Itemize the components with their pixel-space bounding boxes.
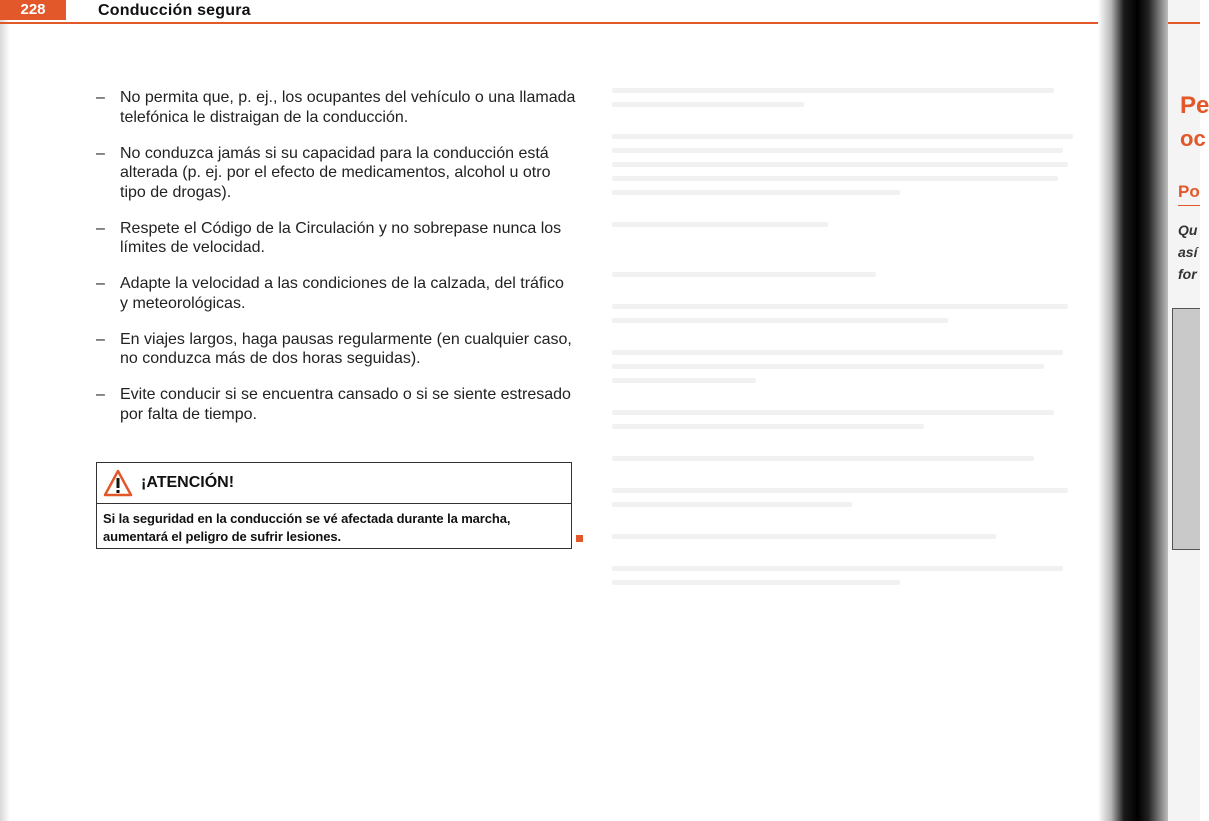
list-item-text: Evite conducir si se encuentra cansado o si se siente estresado por falta de tiempo. — [120, 386, 571, 423]
facing-text-line: así — [1178, 244, 1198, 260]
list-item — [96, 274, 576, 313]
page-number: 228 — [0, 0, 66, 20]
list-bullet: – — [96, 89, 105, 106]
list-item-text: Respete el Código de la Circulación y no sobrepase nunca los límites de velocidad. — [120, 219, 562, 256]
warning-text: Si la seguridad en la conducción se vé afectada durante la marcha, aumentará el peligro de sufrir lesiones. — [103, 511, 511, 544]
list-item-text: Adapte la velocidad a las condiciones de la calzada, del tráfico y meteorológicas. — [120, 275, 564, 312]
facing-text-line: Qu — [1178, 222, 1198, 238]
list-bullet: – — [96, 330, 105, 348]
list-item-text: No permita que, p. ej., los ocupantes del vehículo o una llamada telefónica le distraigan de la conducción. — [120, 89, 576, 126]
list-bullet: – — [96, 386, 105, 403]
warning-title: ¡ATENCIÓN! — [141, 474, 235, 491]
list-bullet: – — [96, 219, 105, 237]
facing-page — [1168, 0, 1209, 821]
warning-header — [97, 463, 571, 504]
list-item-text: No conduzca jamás si su capacidad para la conducción está alterada (p. ej. por el efecto de medicamentos, alcohol u otro tipo de drogas). — [120, 144, 551, 201]
warning-triangle-icon — [103, 469, 133, 497]
safety-tips-list — [96, 88, 576, 441]
facing-subheading-rule — [1178, 205, 1200, 206]
facing-heading: Pe — [1180, 92, 1209, 119]
bleed-through-text — [612, 88, 1092, 594]
facing-header-rule — [1168, 22, 1200, 24]
list-bullet: – — [96, 275, 105, 292]
list-item-text: En viajes largos, haga pausas regularmente (en cualquier caso, no conduzca más de dos horas seguidas). — [120, 330, 572, 367]
book-binding-gutter — [1098, 0, 1170, 821]
warning-box — [96, 462, 572, 549]
facing-figure — [1172, 308, 1200, 550]
list-item — [96, 144, 576, 203]
section-end-marker — [576, 535, 583, 542]
page-edge-shadow — [0, 20, 10, 821]
facing-text-line: for — [1178, 266, 1197, 282]
chapter-title: Conducción segura — [98, 2, 251, 19]
facing-subheading: Po — [1178, 182, 1200, 201]
list-bullet: – — [96, 144, 105, 162]
facing-heading: oc — [1180, 126, 1206, 151]
list-item — [96, 219, 576, 258]
list-item — [96, 88, 576, 127]
header-rule — [0, 22, 1128, 24]
list-item — [96, 330, 576, 369]
list-item — [96, 385, 576, 424]
